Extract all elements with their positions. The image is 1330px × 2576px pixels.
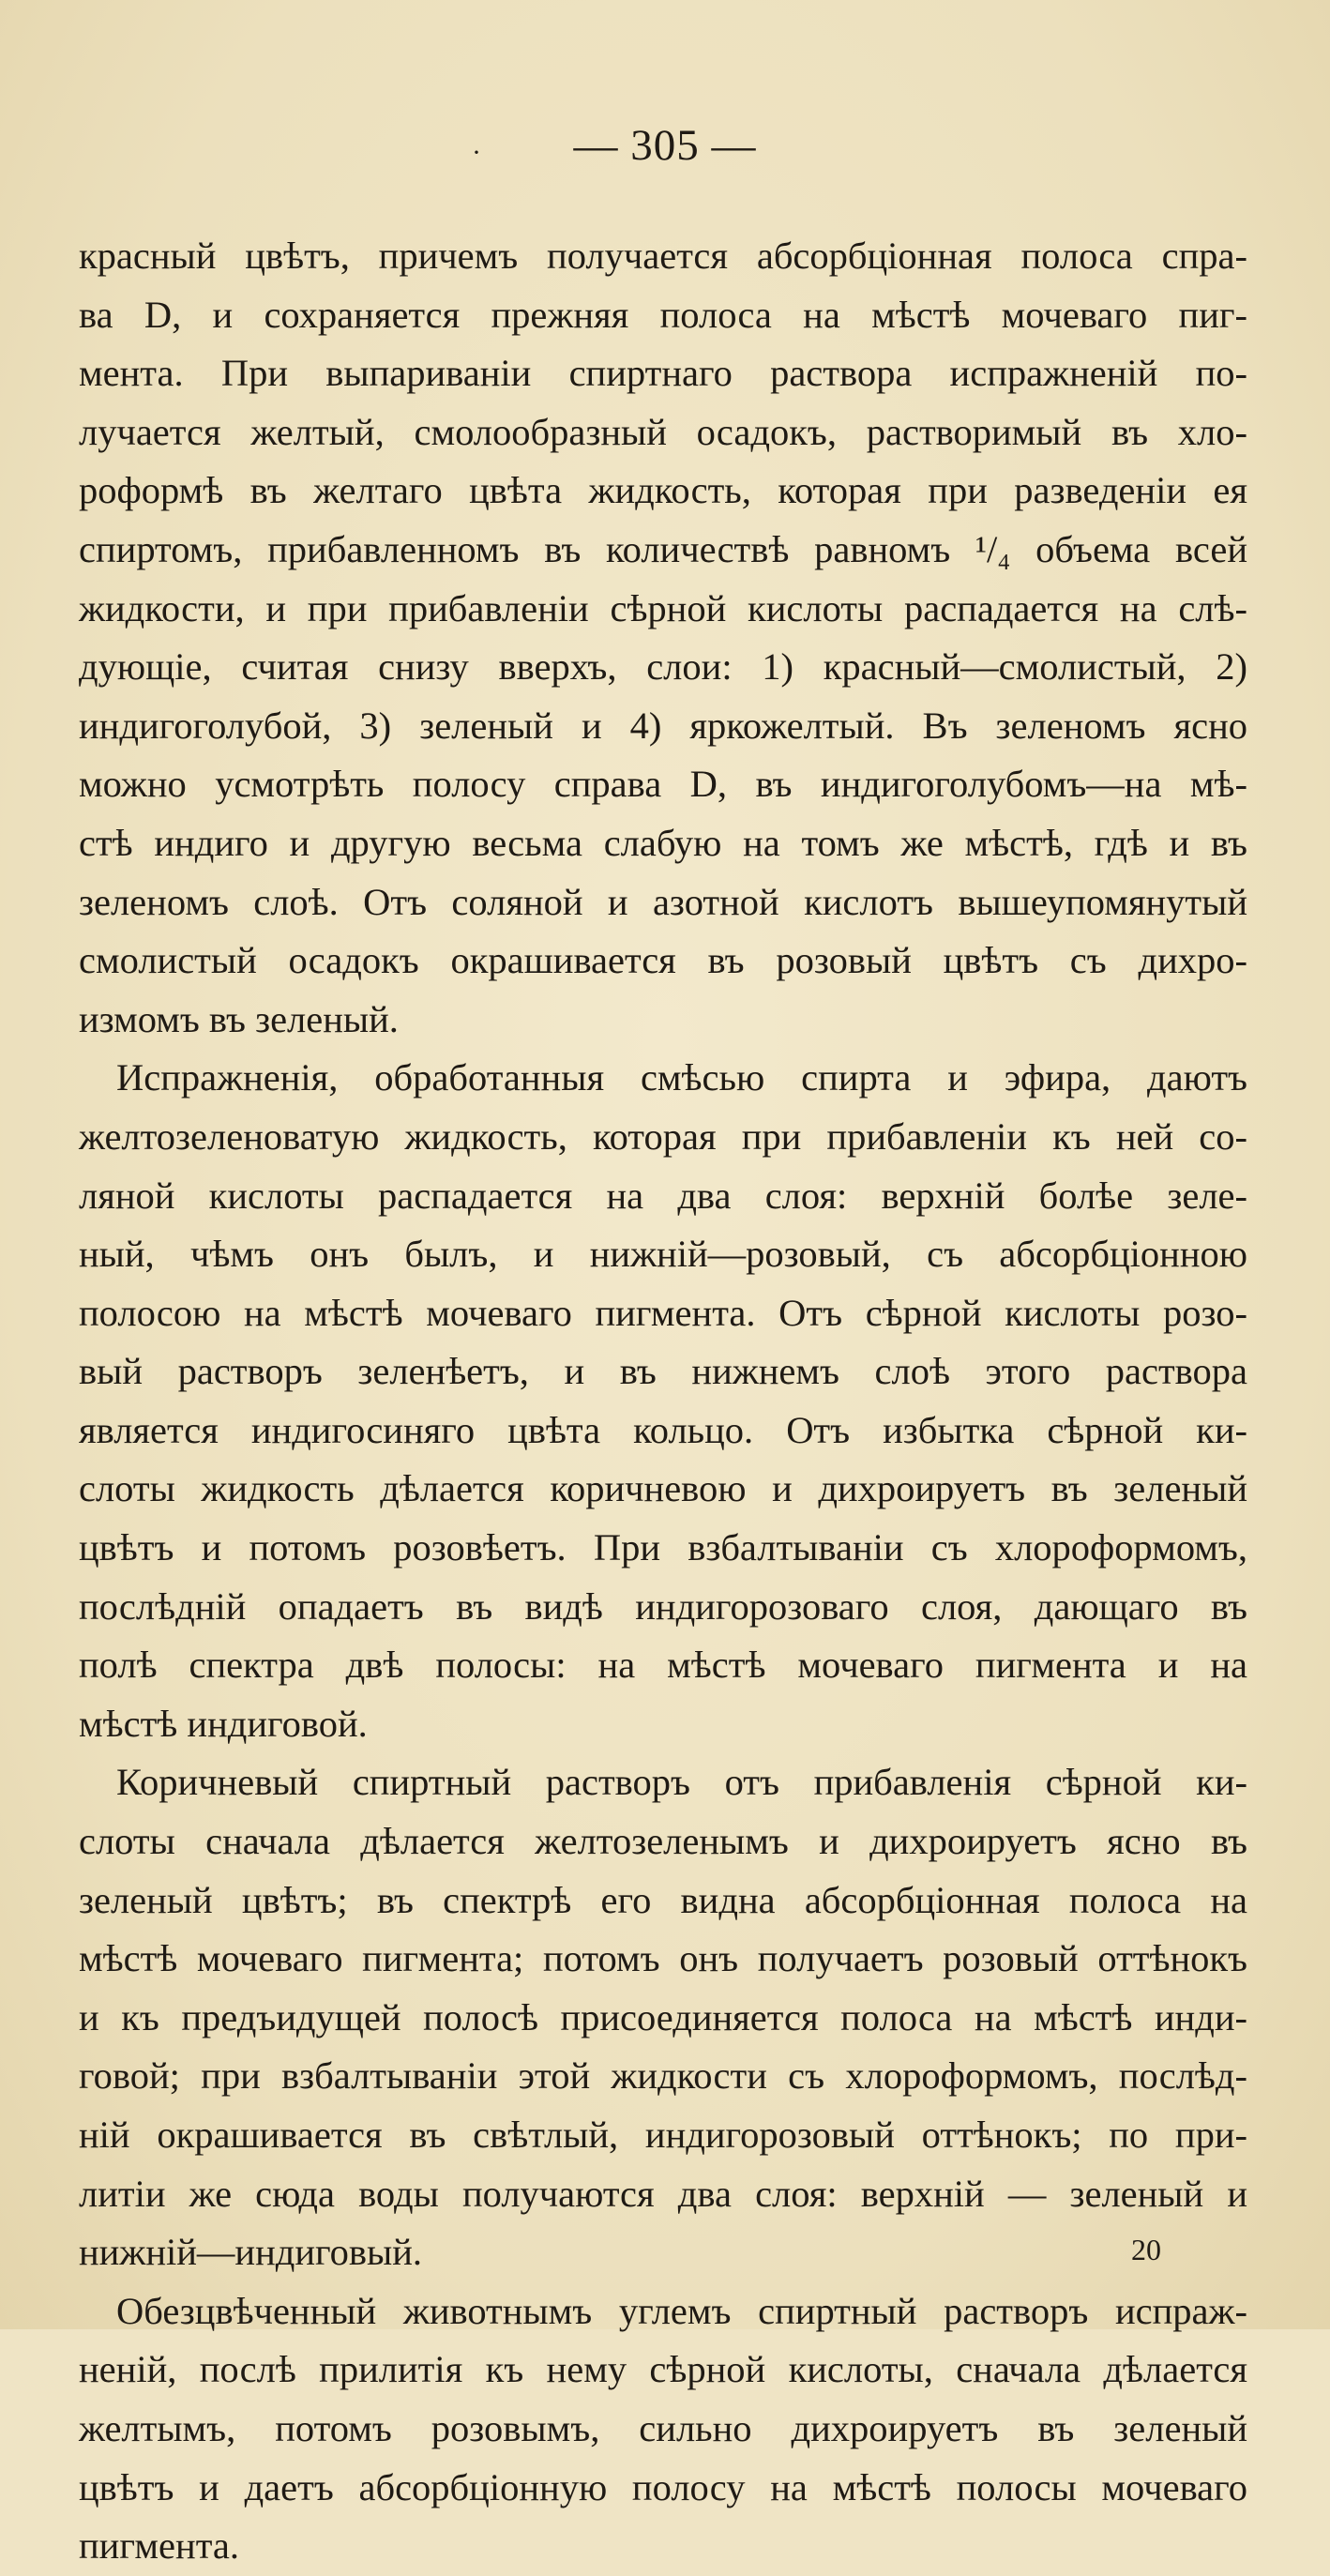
text-line: можно усмотрѣть полосу справа D, въ индигоголубомъ—на мѣ- (79, 763, 1247, 806)
text-line: слоты сначала дѣлается желтозеленымъ и дихроируетъ ясно въ (79, 1820, 1247, 1863)
paragraph (79, 2282, 1247, 2576)
text-line: мента. При выпариваніи спиртнаго раствора испражненій по- (79, 352, 1247, 395)
text-line: Коричневый спиртный растворъ отъ прибавленія сѣрной ки- (116, 1761, 1247, 1804)
text-line: и къ предъидущей полосѣ присоединяется полоса на мѣстѣ инди- (79, 1995, 1247, 2038)
text-line: спиртомъ, прибавленномъ въ количествѣ равномъ ¹/₄ объема всей (79, 527, 1247, 570)
text-line: литіи же сюда воды получаются два слоя: верхній — зеленый и (79, 2172, 1247, 2215)
text-line: смолистый осадокъ окрашивается въ розовый цвѣтъ съ дихро- (79, 939, 1247, 982)
text-line: является индигосиняго цвѣта кольцо. Отъ избытка сѣрной ки- (79, 1408, 1247, 1451)
text-line: говой; при взбалтываніи этой жидкости съ хлороформомъ, послѣд- (79, 2054, 1247, 2098)
paragraph (79, 227, 1247, 1049)
signature-number: 20 (1131, 2233, 1161, 2266)
text-line: стѣ индиго и другую весьма слабую на томъ же мѣстѣ, гдѣ и въ (79, 821, 1247, 864)
paragraph (79, 1753, 1247, 2281)
header-dot: · (472, 137, 482, 168)
text-line: ва D, и сохраняется прежняя полоса на мѣстѣ мочеваго пиг- (79, 293, 1247, 336)
page-header (0, 120, 1330, 171)
text-line: цвѣтъ и даетъ абсорбціонную полосу на мѣстѣ полосы мочеваго (79, 2465, 1247, 2508)
paragraph (79, 1049, 1247, 1753)
text-line: неній, послѣ прилитія къ нему сѣрной кислоты, сначала дѣлается (79, 2348, 1247, 2391)
text-line: Испражненія, обработанныя смѣсью спирта и эфира, даютъ (116, 1056, 1247, 1099)
text-line: полосою на мѣстѣ мочеваго пигмента. Отъ сѣрной кислоты розо- (79, 1291, 1247, 1334)
text-line: ляной кислоты распадается на два слоя: верхній болѣе зеле- (79, 1174, 1247, 1217)
text-line: вый растворъ зеленѣетъ, и въ нижнемъ слоѣ этого раствора (79, 1350, 1247, 1393)
text-line: мѣстѣ мочеваго пигмента; потомъ онъ получаетъ розовый оттѣнокъ (79, 1937, 1247, 1980)
page-number: — 305 — (573, 121, 757, 170)
text-line: цвѣтъ и потомъ розовѣетъ. При взбалтываніи съ хлороформомъ, (79, 1526, 1247, 1569)
text-line: роформѣ въ желтаго цвѣта жидкость, которая при разведеніи ея (79, 469, 1247, 512)
text-line: красный цвѣтъ, причемъ получается абсорбціонная полоса спра- (79, 235, 1247, 277)
text-line: желтозеленоватую жидкость, которая при прибавленіи къ ней со- (79, 1114, 1247, 1158)
text-line: дующіе, считая снизу вверхъ, слои: 1) красный—смолистый, 2) (79, 645, 1247, 689)
text-line: Обезцвѣченный животнымъ углемъ спиртный растворъ испраж- (116, 2289, 1247, 2332)
text-line: слоты жидкость дѣлается коричневою и дихроируетъ въ зеленый (79, 1467, 1247, 1510)
text-line: мѣстѣ индиговой. (79, 1702, 368, 1745)
text-line: зеленомъ слоѣ. Отъ соляной и азотной кислотъ вышеупомянутый (79, 880, 1247, 923)
text-line: лучается желтый, смолообразный осадокъ, растворимый въ хло- (79, 410, 1247, 453)
text-line: жидкости, и при прибавленіи сѣрной кислоты распадается на слѣ- (79, 586, 1247, 629)
text-line: пигмента. (79, 2524, 239, 2568)
text-line: зеленый цвѣтъ; въ спектрѣ его видна абсорбціонная полоса на (79, 1878, 1247, 1921)
text-line: ній окрашивается въ свѣтлый, индигорозовый оттѣнокъ; по при- (79, 2114, 1247, 2156)
text-line: полѣ спектра двѣ полосы: на мѣстѣ мочеваго пигмента и на (79, 1644, 1247, 1687)
text-line: желтымъ, потомъ розовымъ, сильно дихроируетъ въ зеленый (79, 2406, 1247, 2449)
body-text (79, 227, 1247, 2576)
text-line: ный, чѣмъ онъ былъ, и нижній—розовый, съ абсорбціонною (79, 1233, 1247, 1276)
text-line: измомъ въ зеленый. (79, 997, 399, 1040)
text-line: индигоголубой, 3) зеленый и 4) яркожелтый. Въ зеленомъ ясно (79, 704, 1247, 747)
text-line: нижній—индиговый. (79, 2231, 423, 2274)
text-line: послѣдній опадаетъ въ видѣ индигорозоваго слоя, дающаго въ (79, 1584, 1247, 1628)
